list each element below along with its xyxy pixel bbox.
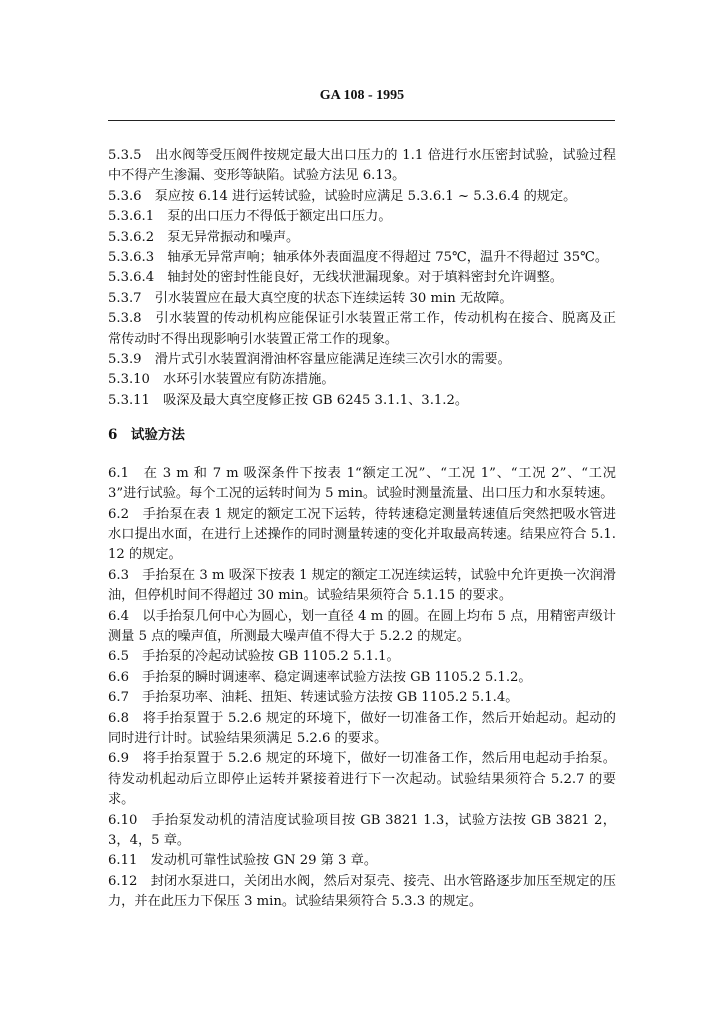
clause-6-3: 6.3 手抬泵在 3 m 吸深下按表 1 规定的额定工况连续运转，试验中允许更换一次润滑油，但停机时间不得超过 30 min。试验结果须符合 5.1.15 的要求。 <box>108 567 616 604</box>
clause-6-9: 6.9 将手抬泵置于 5.2.6 规定的环境下，做好一切准备工作，然后用电起动手抬泵。待发动机起动后立即停止运转并紧接着进行下一次起动。试验结果须符合 5.2.7 的要求。 <box>108 751 616 808</box>
clause-5-3-7: 5.3.7 引水装置应在最大真空度的状态下连续运转 30 min 无故障。 <box>108 290 513 306</box>
clause-5-3-11: 5.3.11 吸深及最大真空度修正按 GB 6245 3.1.1、3.1.2。 <box>108 392 469 408</box>
clause-5-3-8: 5.3.8 引水装置的传动机构应能保证引水装置正常工作，传动机构在接合、脱离及正常传动时不得出现影响引水装置正常工作的现象。 <box>108 311 616 347</box>
clause-5-3-6-1: 5.3.6.1 泵的出口压力不得低于额定出口压力。 <box>108 209 392 225</box>
clause-6-5: 6.5 手抬泵的冷起动试验按 GB 1105.2 5.1.1。 <box>108 649 400 665</box>
clause-6-8: 6.8 将手抬泵置于 5.2.6 规定的环境下，做好一切准备工作，然后开始起动。起动的同时进行计时。试验结果须满足 5.2.6 的要求。 <box>108 710 616 746</box>
clause-6-10: 6.10 手抬泵发动机的清洁度试验项目按 GB 3821 1.3，试验方法按 GB 3821 2，3，4，5 章。 <box>108 812 616 848</box>
clause-6-4: 6.4 以手抬泵几何中心为圆心，划一直径 4 m 的圆。在圆上均布 5 点，用精密声级计测量 5 点的噪声值，所测最大噪声值不得大于 5.2.2 的规定。 <box>108 608 616 644</box>
clause-6-6: 6.6 手抬泵的瞬时调速率、稳定调速率试验方法按 GB 1105.2 5.1.2。 <box>108 669 532 685</box>
clause-5-3-6-4: 5.3.6.4 轴封处的密封性能良好，无线状泄漏现象。对于填料密封允许调整。 <box>108 270 563 286</box>
clause-5-3-9: 5.3.9 滑片式引水装置润滑油杯容量应能满足连续三次引水的需要。 <box>108 352 511 368</box>
clause-6-7: 6.7 手抬泵功率、油耗、扭矩、转速试验方法按 GB 1105.2 5.1.4。 <box>108 690 519 706</box>
clause-5-3-6: 5.3.6 泵应按 6.14 进行运转试验，试验时应满足 5.3.6.1 ~ 5.3.6.4 的规定。 <box>108 188 577 204</box>
clause-6-12: 6.12 封闭水泵进口，关闭出水阀，然后对泵壳、接壳、出水管路逐步加压至规定的压力，并在此压力下保压 3 min。试验结果须符合 5.3.3 的规定。 <box>108 873 616 910</box>
section-6-heading: 6 试验方法 <box>108 427 185 444</box>
document-code-header: GA 108 - 1995 <box>319 88 405 103</box>
clause-5-3-10: 5.3.10 水环引水装置应有防冻措施。 <box>108 372 335 388</box>
clause-5-3-6-2: 5.3.6.2 泵无异常振动和噪声。 <box>108 229 300 245</box>
header-divider <box>108 120 615 121</box>
clause-5-3-5: 5.3.5 出水阀等受压阀件按规定最大出口压力的 1.1 倍进行水压密封试验，试验过程中不得产生渗漏、变形等缺陷。试验方法见 6.13。 <box>108 148 616 184</box>
clause-6-2: 6.2 手抬泵在表 1 规定的额定工况下运转，待转速稳定测量转速值后突然把吸水管进水口提出水面，在进行上述操作的同时测量转速的变化并取最高转速。结果应符合 5.1.12 的规定。 <box>108 506 616 563</box>
document-body <box>108 146 616 913</box>
clause-6-1: 6.1 在 3 m 和 7 m 吸深条件下按表 1“额定工况”、“工况 1”、“工况 2”、“工况 3”进行试验。每个工况的运转时间为 5 min。试验时测量流量、出口压力和水泵转速。 <box>108 465 616 502</box>
clause-6-11: 6.11 发动机可靠性试验按 GN 29 第 3 章。 <box>108 853 378 869</box>
clause-5-3-6-3: 5.3.6.3 轴承无异常声响；轴承体外表面温度不得超过 75℃，温升不得超过 35℃。 <box>108 250 609 266</box>
